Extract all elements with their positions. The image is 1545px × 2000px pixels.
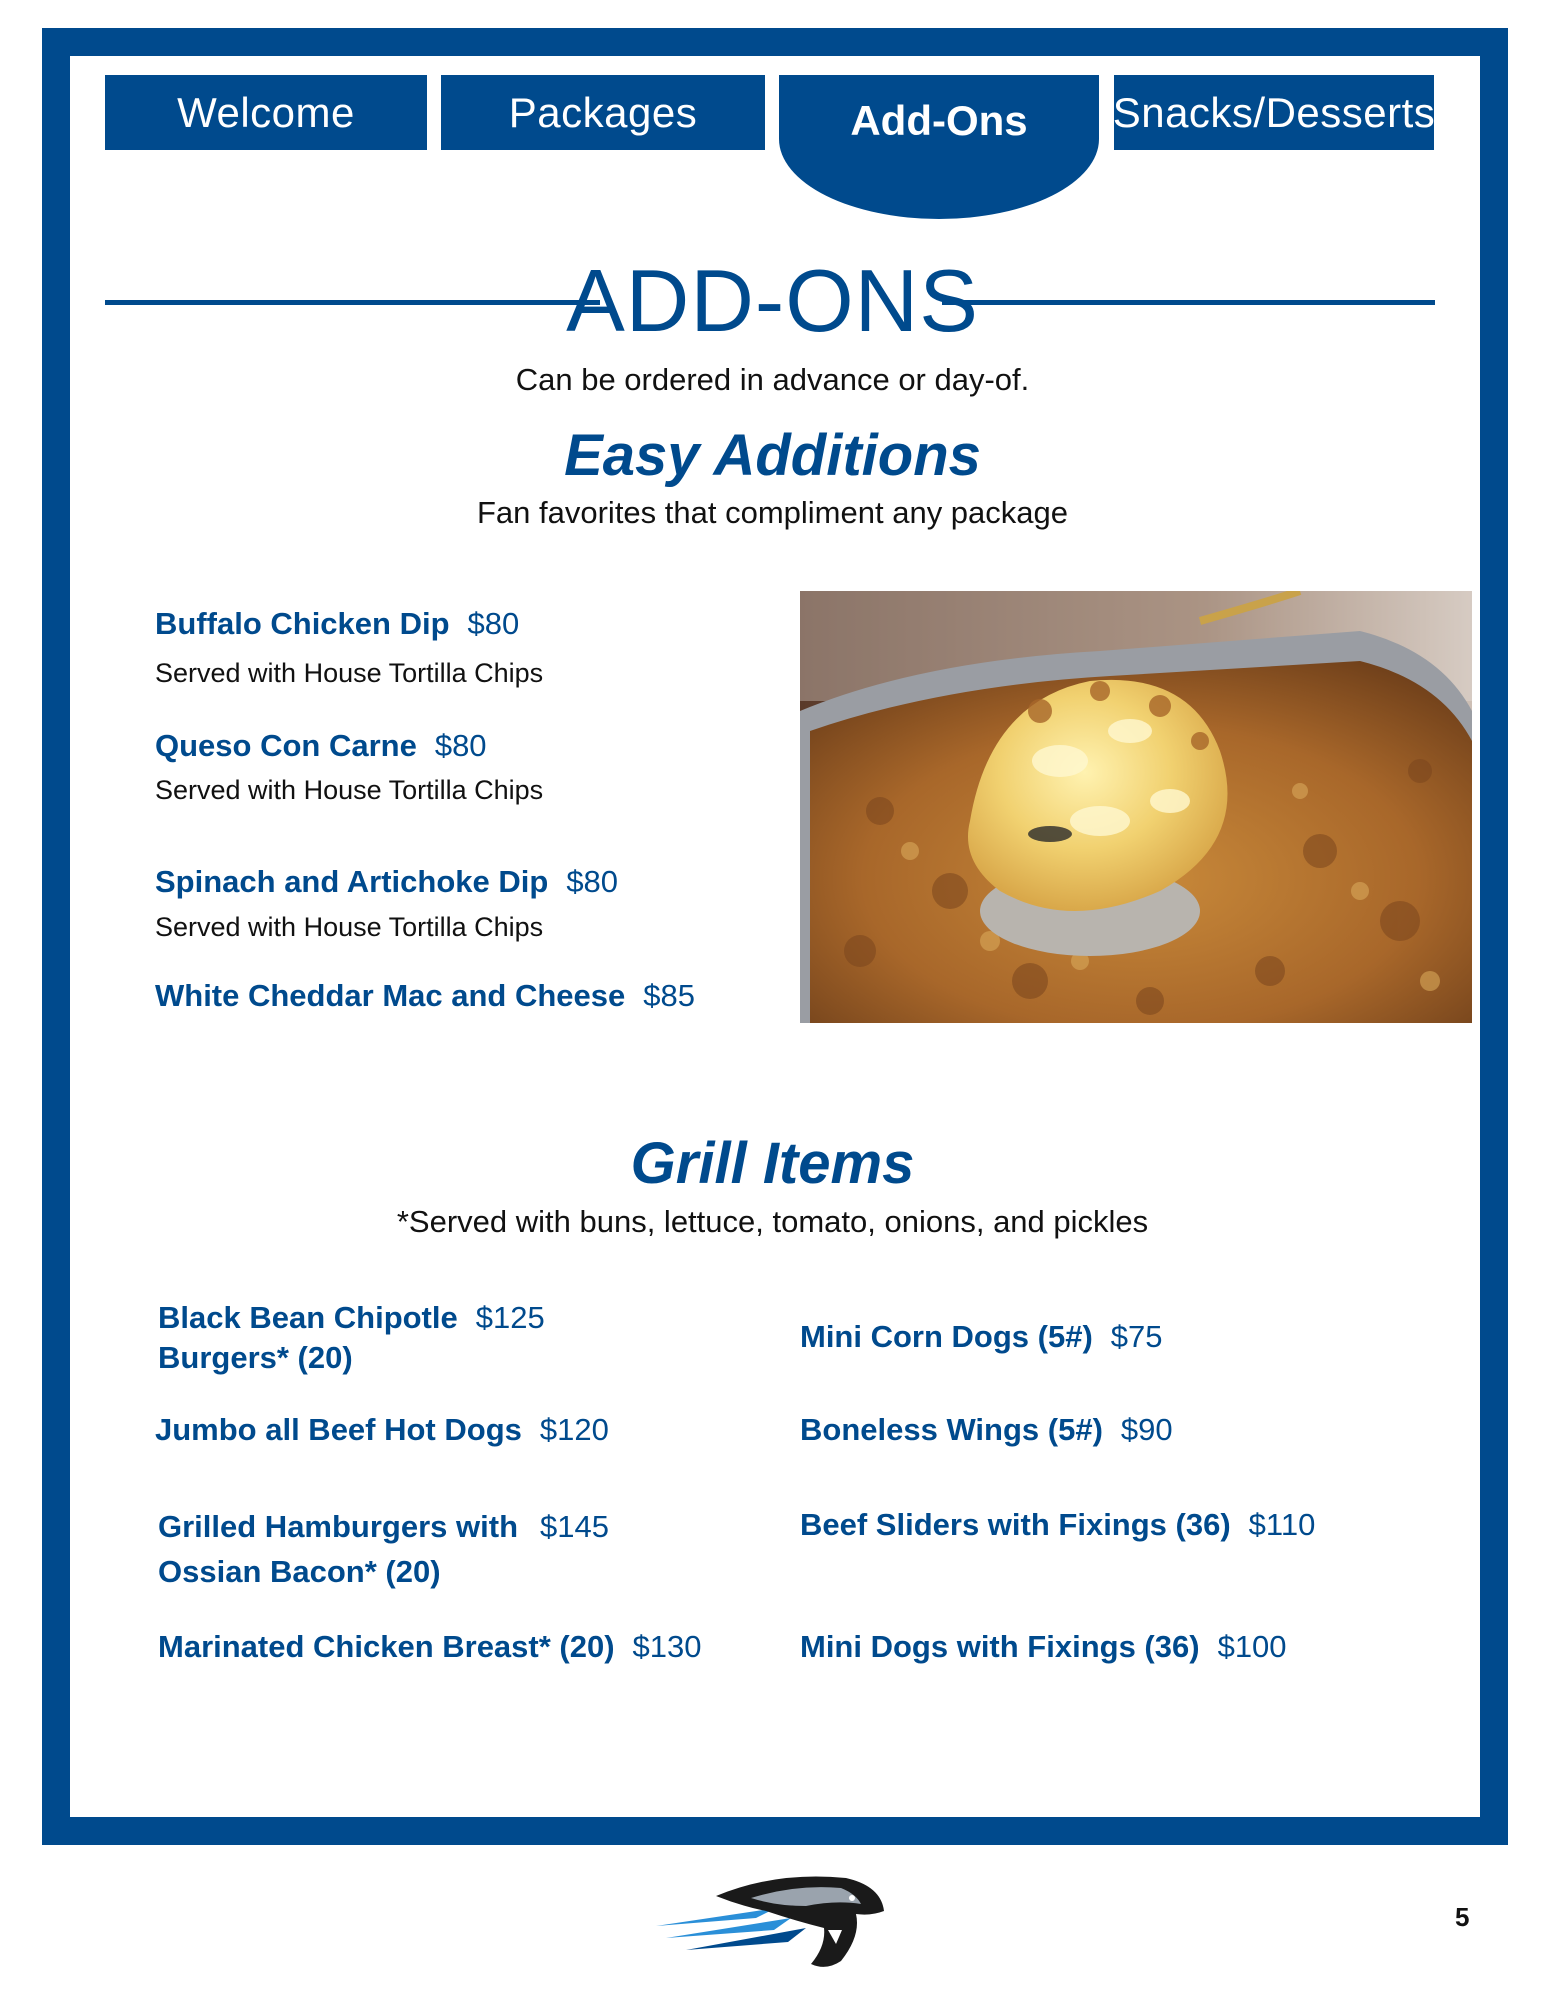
item-price: $80 — [566, 864, 619, 899]
menu-item — [800, 1505, 1315, 1545]
item-name: Marinated Chicken Breast* (20) — [158, 1629, 615, 1664]
menu-item — [155, 1410, 609, 1450]
tab-label: Packages — [508, 88, 698, 136]
item-name: Mini Corn Dogs (5#) — [800, 1319, 1093, 1354]
easy-additions-title: Easy Additions — [564, 423, 981, 488]
item-price: $90 — [1120, 1412, 1173, 1447]
item-price: $85 — [643, 978, 696, 1013]
menu-item — [155, 976, 695, 1016]
tab-label: Snacks/Desserts — [1112, 88, 1436, 136]
item-price: $120 — [539, 1412, 609, 1447]
menu-item — [800, 1627, 1287, 1667]
menu-item — [158, 1505, 609, 1595]
item-name: Mini Dogs with Fixings (36) — [800, 1629, 1200, 1664]
item-name: Burgers* (20) — [158, 1340, 353, 1376]
item-price: $80 — [467, 606, 520, 641]
item-name: Queso Con Carne — [155, 728, 417, 763]
item-price: $110 — [1248, 1507, 1316, 1542]
menu-item — [158, 1627, 702, 1667]
item-price: $130 — [632, 1629, 702, 1664]
item-price: $145 — [540, 1509, 609, 1544]
item-price: $125 — [475, 1300, 545, 1335]
mac-and-cheese-photo — [800, 591, 1472, 1023]
item-price: $75 — [1110, 1319, 1163, 1354]
item-name: Ossian Bacon* (20) — [158, 1553, 441, 1589]
item-name: Buffalo Chicken Dip — [155, 606, 450, 641]
item-description: Served with House Tortilla Chips — [155, 658, 544, 688]
grill-items-subtitle: *Served with buns, lettuce, tomato, onions, and pickles — [396, 1204, 1149, 1239]
easy-additions-subtitle: Fan favorites that compliment any package — [476, 495, 1069, 530]
menu-item — [155, 726, 487, 766]
tab-snacks-desserts[interactable] — [1114, 75, 1434, 150]
item-price: $80 — [434, 728, 487, 763]
tab-welcome[interactable] — [105, 75, 427, 150]
item-name: Jumbo all Beef Hot Dogs — [155, 1412, 522, 1447]
item-description: Served with House Tortilla Chips — [155, 912, 544, 942]
item-price: $100 — [1217, 1629, 1287, 1664]
menu-item — [800, 1410, 1173, 1450]
menu-item — [800, 1317, 1163, 1357]
item-name: Spinach and Artichoke Dip — [155, 864, 549, 899]
item-name: Boneless Wings (5#) — [800, 1412, 1103, 1447]
item-name: Beef Sliders with Fixings (36) — [800, 1507, 1231, 1542]
item-name: Grilled Hamburgers with — [158, 1509, 519, 1544]
item-name: White Cheddar Mac and Cheese — [155, 978, 626, 1013]
menu-item — [155, 862, 618, 902]
panther-logo-icon — [656, 1866, 888, 1976]
item-description: Served with House Tortilla Chips — [155, 775, 544, 805]
tab-label: Welcome — [177, 88, 355, 136]
tab-label: Add-Ons — [850, 97, 1028, 144]
page-title: ADD-ONS — [566, 251, 979, 350]
item-name: Black Bean Chipotle — [158, 1300, 458, 1335]
grill-items-title: Grill Items — [630, 1131, 915, 1196]
page-number: 5 — [1455, 1902, 1470, 1932]
menu-item — [155, 604, 519, 644]
menu-item — [158, 1298, 545, 1379]
tab-packages[interactable] — [441, 75, 765, 150]
page-subtitle: Can be ordered in advance or day-of. — [515, 362, 1030, 397]
